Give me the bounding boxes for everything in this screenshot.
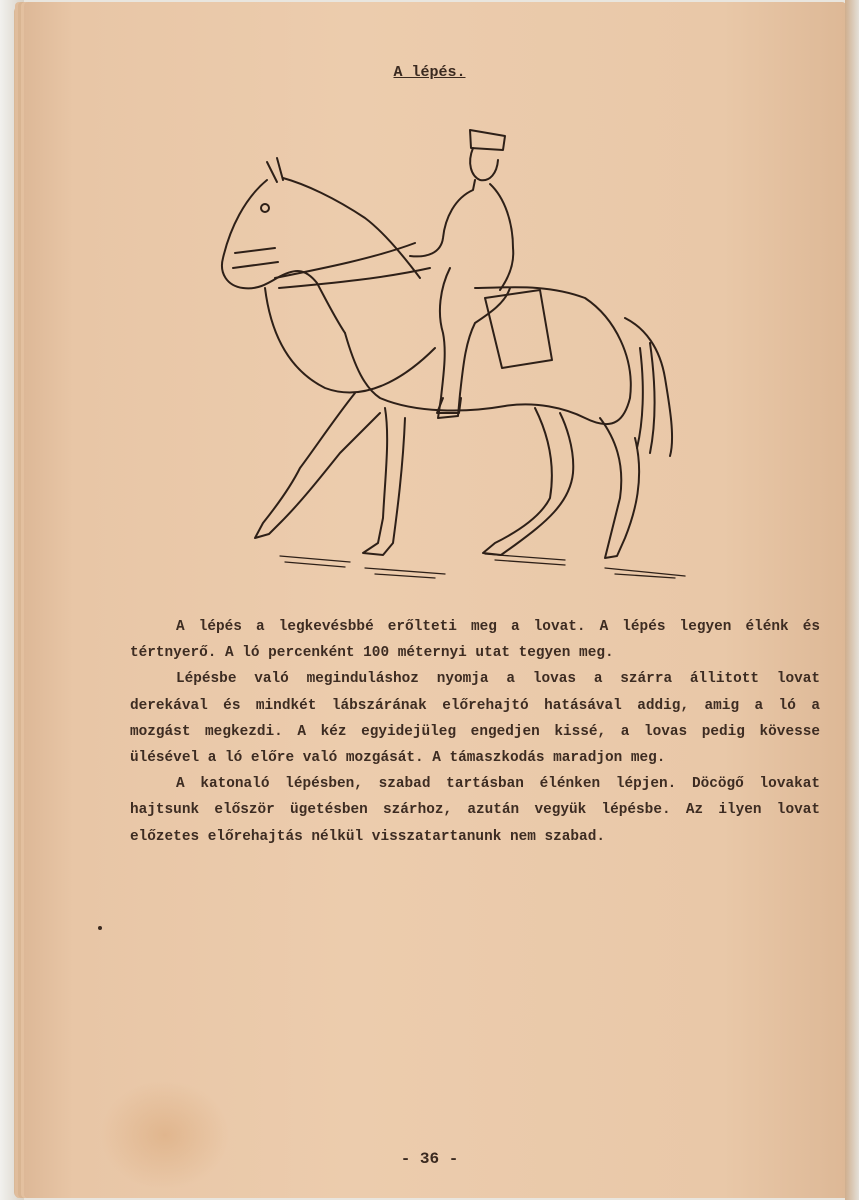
horse-rider-illustration: [205, 118, 695, 598]
scan-background-right: [845, 0, 859, 1200]
body-text: [130, 614, 820, 850]
paragraph-3: A katonaló lépésben, szabad tartásban élénken lépjen. Döcögő lovakat hajtsunk először ügetésben szárhoz, azután vegyük lépésbe. Az ilyen lovat előzetes előrehajtás nélkül visszatartanunk nem szabad.: [130, 776, 820, 845]
ink-speck: [98, 926, 102, 930]
page-title: [0, 64, 859, 81]
page-number: - 36 -: [400, 1150, 459, 1168]
paragraph-2: Lépésbe való meginduláshoz nyomja a lovas a szárra állitott lovat derekával és mindkét lábszárának előrehajtó hatásával addig, amig a ló a mozgást megkezdi. A kéz egyidejüleg engedjen kissé, a lovas pedig kövesse ülésével a ló előre való mozgását. A támaszkodás maradjon meg.: [130, 671, 820, 767]
paper-stain: [100, 1080, 230, 1190]
paragraph-1: A lépés a legkevésbbé erőlteti meg a lovat. A lépés legyen élénk és tértnyerő. A ló percenként 100 méternyi utat tegyen meg.: [130, 619, 820, 662]
page-title-text: A lépés.: [393, 64, 466, 81]
